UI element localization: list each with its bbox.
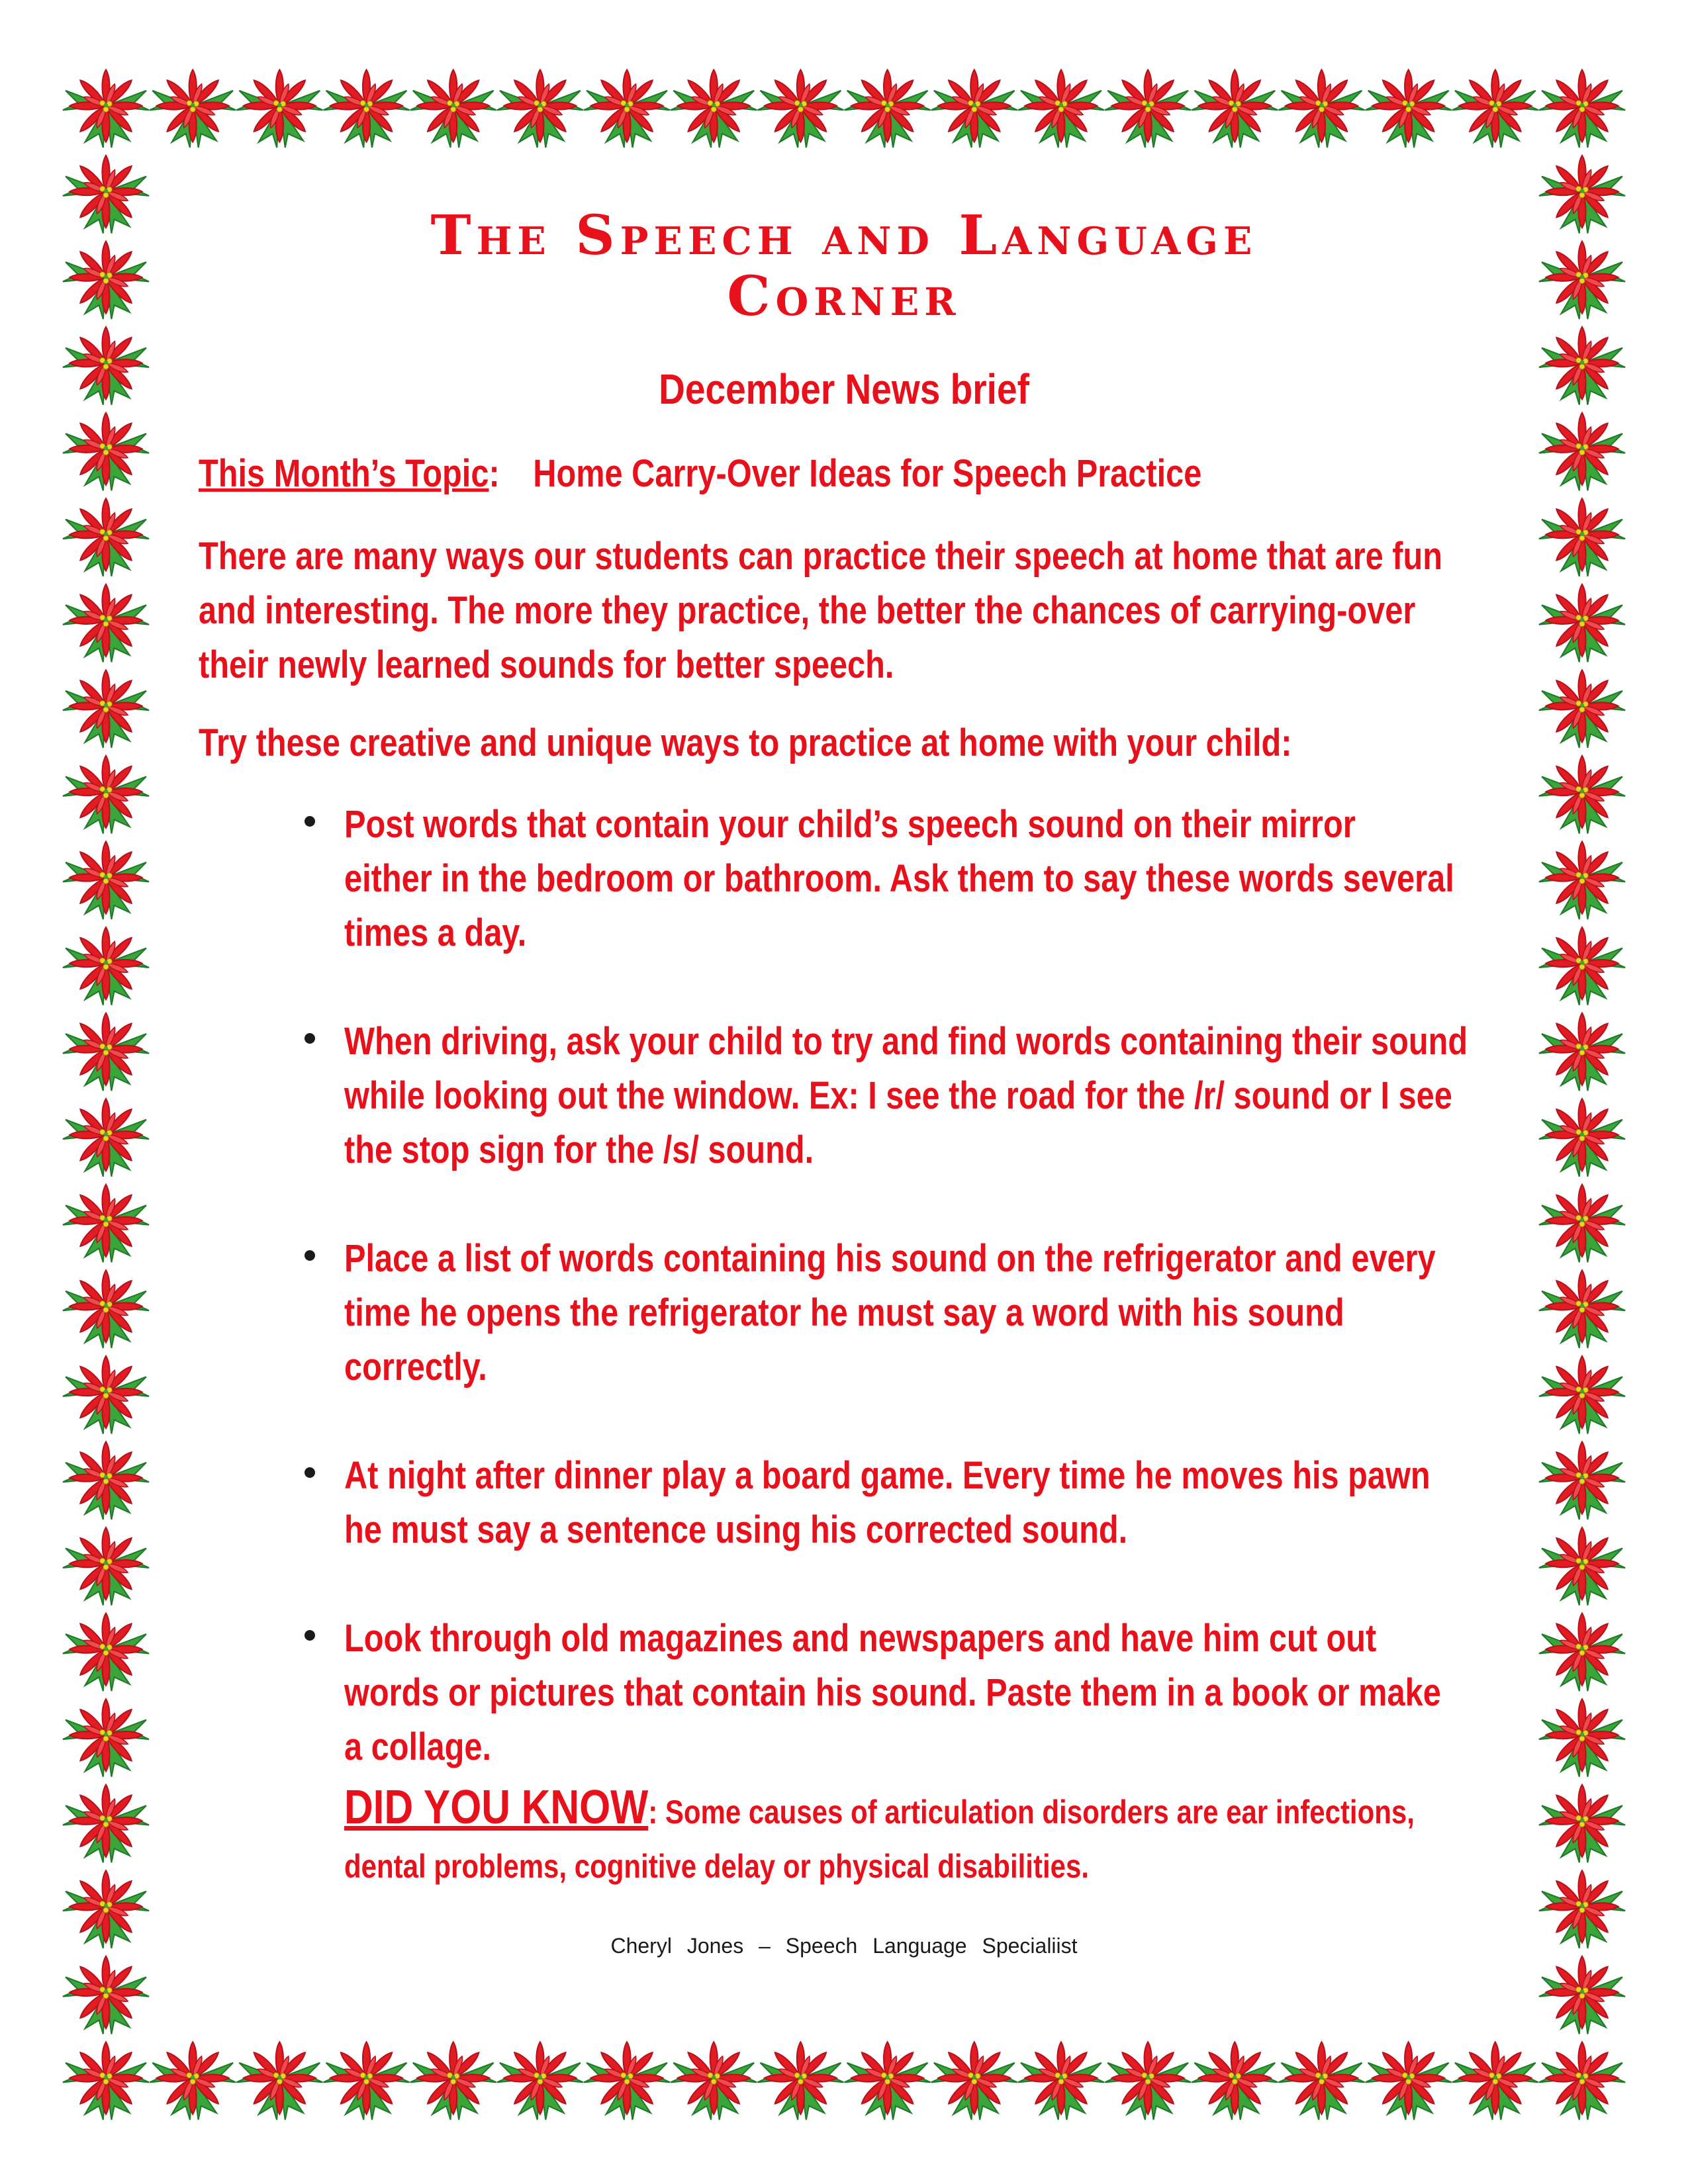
newsletter-title (199, 205, 1489, 327)
poinsettia-icon (1539, 1956, 1625, 2034)
tip-line: a collage. (344, 1725, 492, 1768)
poinsettia-icon (1539, 1699, 1625, 1777)
poinsettia-icon (1539, 1441, 1625, 1520)
did-you-know-label: DID YOU KNOW (344, 1781, 649, 1834)
intro-line: their newly learned sounds for better speech. (199, 643, 894, 686)
poinsettia-icon (63, 69, 149, 148)
tip-line: he must say a sentence using his corrected sound. (344, 1508, 1128, 1551)
tip-line: while looking out the window. Ex: I see the road for the /r/ sound or I see (344, 1074, 1452, 1117)
poinsettia-icon (410, 69, 496, 148)
poinsettia-icon (323, 2042, 409, 2120)
poinsettia-icon (584, 69, 670, 148)
did-you-know-text: dental problems, cognitive delay or physical disabilities. (344, 1848, 1090, 1885)
poinsettia-icon (1539, 413, 1625, 491)
tip-line: At night after dinner play a board game. Every time he moves his pawn (344, 1454, 1430, 1497)
poinsettia-icon (1366, 69, 1452, 148)
poinsettia-icon (844, 2042, 930, 2120)
poinsettia-icon (1539, 1013, 1625, 1091)
tip-line: times a day. (344, 911, 527, 954)
bullet-icon (305, 816, 315, 827)
tip-line: time he opens the refrigerator he must say a word with his sound (344, 1291, 1344, 1334)
poinsettia-icon (63, 498, 149, 576)
poinsettia-icon (63, 1699, 149, 1777)
poinsettia-icon (236, 2042, 322, 2120)
topic-line (199, 450, 1201, 498)
poinsettia-icon (63, 1356, 149, 1434)
poinsettia-icon (1539, 1614, 1625, 1692)
tip-line: the stop sign for the /s/ sound. (344, 1128, 814, 1171)
footer-signature: Cheryl Jones – Speech Language Specialiist (610, 1934, 1078, 1958)
prompt-line: Try these creative and unique ways to practice at home with your child: (199, 721, 1292, 764)
poinsettia-icon (1539, 670, 1625, 748)
poinsettia-icon (63, 584, 149, 662)
poinsettia-icon (63, 327, 149, 405)
poinsettia-icon (1539, 1356, 1625, 1434)
poinsettia-icon (1539, 1185, 1625, 1263)
poinsettia-icon (150, 69, 236, 148)
poinsettia-icon (63, 927, 149, 1005)
poinsettia-icon (931, 2042, 1017, 2120)
tip-line: Look through old magazines and newspapers and have him cut out (344, 1617, 1377, 1660)
bullet-icon (305, 1033, 315, 1044)
did-you-know-colon: : (648, 1794, 658, 1831)
topic-text: Home Carry-Over Ideas for Speech Practice (533, 452, 1202, 495)
poinsettia-icon (63, 670, 149, 748)
poinsettia-icon (63, 242, 149, 320)
poinsettia-icon (1539, 1870, 1625, 1948)
did-you-know-text: Some causes of articulation disorders are ear infections, (665, 1794, 1415, 1831)
poinsettia-icon (150, 2042, 236, 2120)
poinsettia-icon (1539, 1527, 1625, 1606)
bullet-icon (305, 1630, 315, 1641)
tip-line: either in the bedroom or bathroom. Ask them to say these words several (344, 857, 1454, 900)
poinsettia-icon (1539, 156, 1625, 234)
poinsettia-icon (1018, 69, 1104, 148)
newsletter-subtitle: December News brief (659, 365, 1029, 413)
poinsettia-icon (63, 841, 149, 919)
poinsettia-icon (1539, 756, 1625, 834)
tip-line: Place a list of words containing his sound on the refrigerator and every (344, 1237, 1436, 1280)
poinsettia-icon (844, 69, 930, 148)
poinsettia-icon (63, 413, 149, 491)
poinsettia-icon (63, 1013, 149, 1091)
poinsettia-icon (1105, 69, 1191, 148)
did-you-know (344, 1780, 1415, 1893)
poinsettia-icon (410, 2042, 496, 2120)
poinsettia-icon (236, 69, 322, 148)
tip-line: When driving, ask your child to try and find words containing their sound (344, 1020, 1468, 1063)
poinsettia-icon (63, 156, 149, 234)
poinsettia-icon (1018, 2042, 1104, 2120)
poinsettia-icon (1539, 1099, 1625, 1177)
poinsettia-icon (1539, 242, 1625, 320)
prompt-paragraph (199, 716, 1292, 770)
tip-line: words or pictures that contain his sound. Paste them in a book or make (344, 1671, 1441, 1714)
bullet-icon (305, 1467, 315, 1478)
poinsettia-icon (63, 1956, 149, 2034)
poinsettia-icon (1539, 927, 1625, 1005)
poinsettia-icon (584, 2042, 670, 2120)
poinsettia-icon (63, 756, 149, 834)
poinsettia-icon (497, 69, 583, 148)
poinsettia-icon (1278, 2042, 1364, 2120)
topic-label: This Month’s Topic (199, 452, 489, 495)
title-line-1: The Speech and Language (430, 204, 1258, 267)
poinsettia-icon (1452, 69, 1538, 148)
poinsettia-icon (63, 1785, 149, 1863)
poinsettia-icon (1539, 1785, 1625, 1863)
poinsettia-icon (63, 1870, 149, 1948)
poinsettia-icon (63, 1270, 149, 1348)
tip-line: correctly. (344, 1345, 487, 1388)
poinsettia-icon (1539, 498, 1625, 576)
poinsettia-icon (323, 69, 409, 148)
poinsettia-icon (1192, 2042, 1278, 2120)
poinsettia-icon (1539, 1270, 1625, 1348)
intro-paragraph (199, 529, 1442, 692)
poinsettia-icon (757, 2042, 843, 2120)
poinsettia-icon (671, 2042, 757, 2120)
poinsettia-icon (1539, 2042, 1625, 2120)
poinsettia-icon (63, 1099, 149, 1177)
poinsettia-icon (63, 1185, 149, 1263)
topic-colon: : (489, 452, 500, 495)
poinsettia-icon (497, 2042, 583, 2120)
poinsettia-icon (63, 1527, 149, 1606)
poinsettia-icon (1105, 2042, 1191, 2120)
poinsettia-icon (1539, 841, 1625, 919)
poinsettia-icon (1366, 2042, 1452, 2120)
poinsettia-icon (931, 69, 1017, 148)
poinsettia-icon (1539, 69, 1625, 148)
poinsettia-icon (757, 69, 843, 148)
poinsettia-icon (63, 2042, 149, 2120)
poinsettia-icon (1278, 69, 1364, 148)
intro-line: and interesting. The more they practice, the better the chances of carrying-over (199, 589, 1416, 632)
poinsettia-icon (1452, 2042, 1538, 2120)
poinsettia-icon (63, 1614, 149, 1692)
poinsettia-icon (1539, 327, 1625, 405)
poinsettia-icon (671, 69, 757, 148)
bullet-icon (305, 1250, 315, 1261)
poinsettia-icon (1192, 69, 1278, 148)
intro-line: There are many ways our students can practice their speech at home that are fun (199, 535, 1443, 578)
tip-line: Post words that contain your child’s speech sound on their mirror (344, 803, 1356, 846)
title-line-2: Corner (727, 265, 961, 328)
poinsettia-icon (1539, 584, 1625, 662)
poinsettia-icon (63, 1441, 149, 1520)
